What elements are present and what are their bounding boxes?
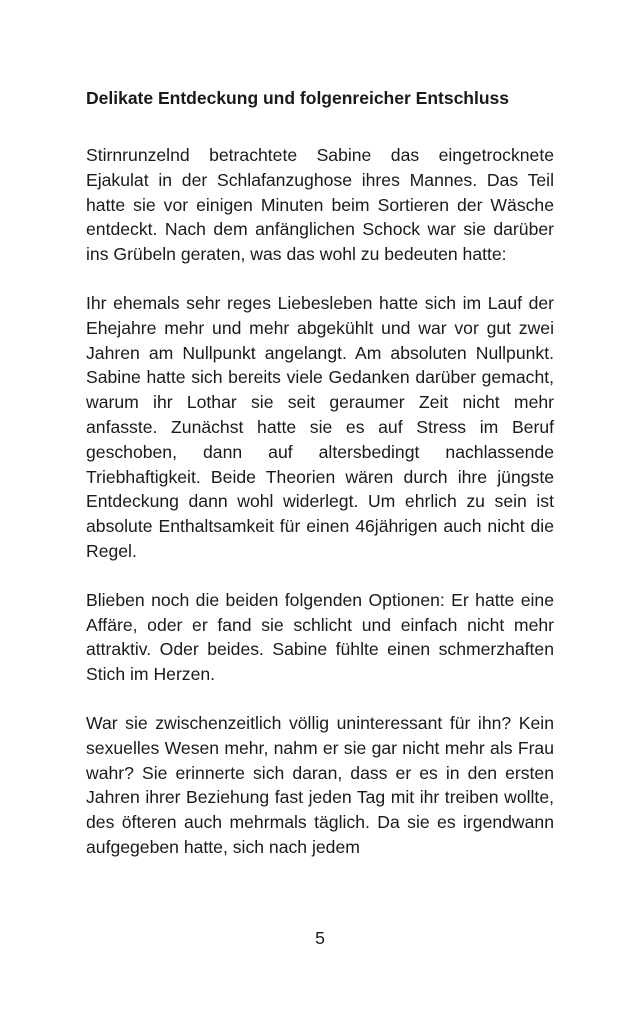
chapter-heading: Delikate Entdeckung und folgenreicher Entschluss xyxy=(86,88,510,108)
paragraph: Blieben noch die beiden folgenden Optionen: Er hatte eine Affäre, oder er fand sie schlicht und einfach nicht mehr attraktiv. Oder beides. Sabine fühlte einen schmerzhaften Stich im Herzen. xyxy=(86,589,554,685)
page-content xyxy=(86,86,554,860)
paragraph: Ihr ehemals sehr reges Liebesleben hatte sich im Lauf der Ehejahre mehr und mehr abgekühlt und war vor gut zwei Jahren am Nullpunkt angelangt. Am absoluten Nullpunkt. Sabine hatte sich bereits viele Gedanken darüber gemacht, warum ihr Lothar sie seit geraumer Zeit nicht mehr anfasste. Zunächst hatte sie es auf Stress im Beruf geschoben, dann auf altersbedingt nachlassende Triebhaftigkeit. Beide Theorien wären durch ihre jüngste Entdeckung dann wohl widerlegt. Um ehrlich zu sein ist absolute Enthaltsamkeit für einen 46jährigen auch nicht die Regel. xyxy=(86,292,554,561)
paragraph: War sie zwischenzeitlich völlig uninteressant für ihn? Kein sexuelles Wesen mehr, nahm er sie gar nicht mehr als Frau wahr? Sie erinnerte sich daran, dass er es in den ersten Jahren ihrer Beziehung fast jeden Tag mit ihr treiben wollte, des öfteren auch mehrmals täglich. Da sie es irgendwann aufgegeben hatte, sich nach jedem xyxy=(86,712,554,857)
page-number: 5 xyxy=(315,928,325,948)
paragraph: Stirnrunzelnd betrachtete Sabine das eingetrocknete Ejakulat in der Schlafanzughose ihres Mannes. Das Teil hatte sie vor einigen Minuten beim Sortieren der Wäsche entdeckt. Nach dem anfänglichen Schock war sie darüber ins Grübeln geraten, was das wohl zu bedeuten hatte: xyxy=(86,145,554,265)
